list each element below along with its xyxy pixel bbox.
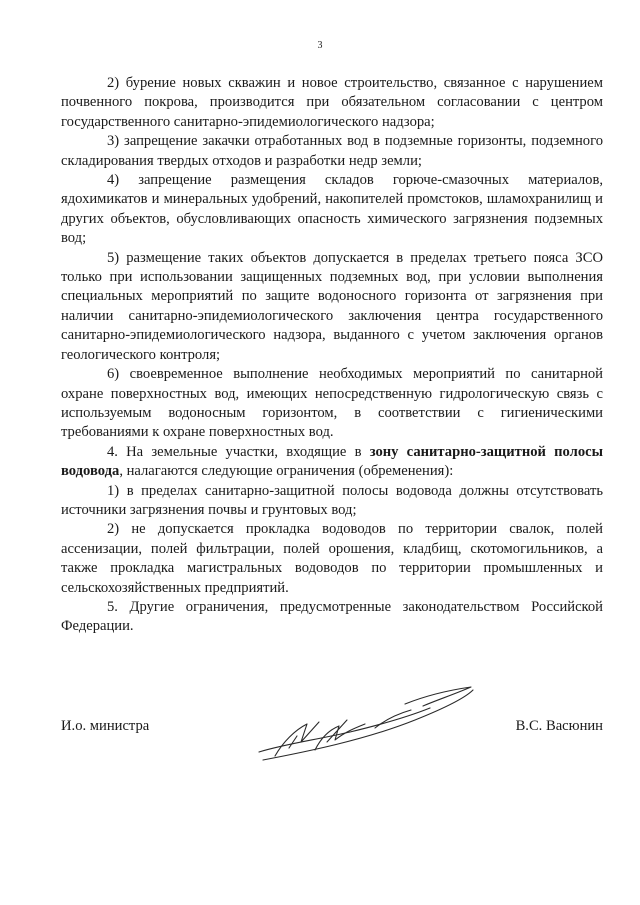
list-item: 4) запрещение размещения складов горюче-смазочных материалов, ядохимикатов и минеральных удобрений, накопителей промстоков, шламохранилищ и других объектов, обусловливающих опасность химического загрязнения подземных вод; [61,172,603,247]
document-body [61,74,603,637]
list-item: 2) не допускается прокладка водоводов по территории свалок, полей ассенизации, полей фильтрации, полей орошения, кладбищ, скотомогильников, а также прокладка магистральных водоводов по территории промышленных и сельскохозяйственных предприятий. [61,521,603,596]
page-number: 3 [317,40,323,51]
list-item: 6) своевременное выполнение необходимых мероприятий по санитарной охране поверхностных вод, имеющих непосредственную гидрологическую связь с используемым водоносным горизонтом, в соответствии с гигиеническими требованиями к охране поверхностных вод. [61,366,603,441]
section-4-prefix: 4. На земельные участки, входящие в [107,443,370,460]
section-4-bold-term: зону санитарно-защитной полосы водовода [61,443,603,480]
section-4-heading [61,443,603,482]
signature-row [61,718,603,748]
section-4-suffix: , налагаются следующие ограничения (обременения): [119,463,454,480]
list-item: 2) бурение новых скважин и новое строительство, связанное с нарушением почвенного покрова, производится при обязательном согласовании с центром государственного санитарно-эпидемиологического надзора; [61,75,603,130]
signer-title: И.о. министра [61,718,150,734]
list-item: 1) в пределах санитарно-защитной полосы водовода должны отсутствовать источники загрязнения почвы и грунтовых вод; [61,482,603,518]
list-item: 3) запрещение закачки отработанных вод в подземные горизонты, подземного складирования твердых отходов и разработки недр земли; [61,133,603,169]
signer-name: В.С. Васюнин [515,718,603,734]
section-5: 5. Другие ограничения, предусмотренные законодательством Российской Федерации. [61,598,603,635]
list-item: 5) размещение таких объектов допускается в пределах третьего пояса ЗСО только при использовании защищенных подземных вод, при условии выполнения специальных мероприятий по защите водоносного горизонта от загрязнения при наличии санитарно-эпидемиологического заключения центра государственного санитарно-эпидемиологического надзора, выданного с учетом заключения органов геологического контроля; [61,249,603,363]
